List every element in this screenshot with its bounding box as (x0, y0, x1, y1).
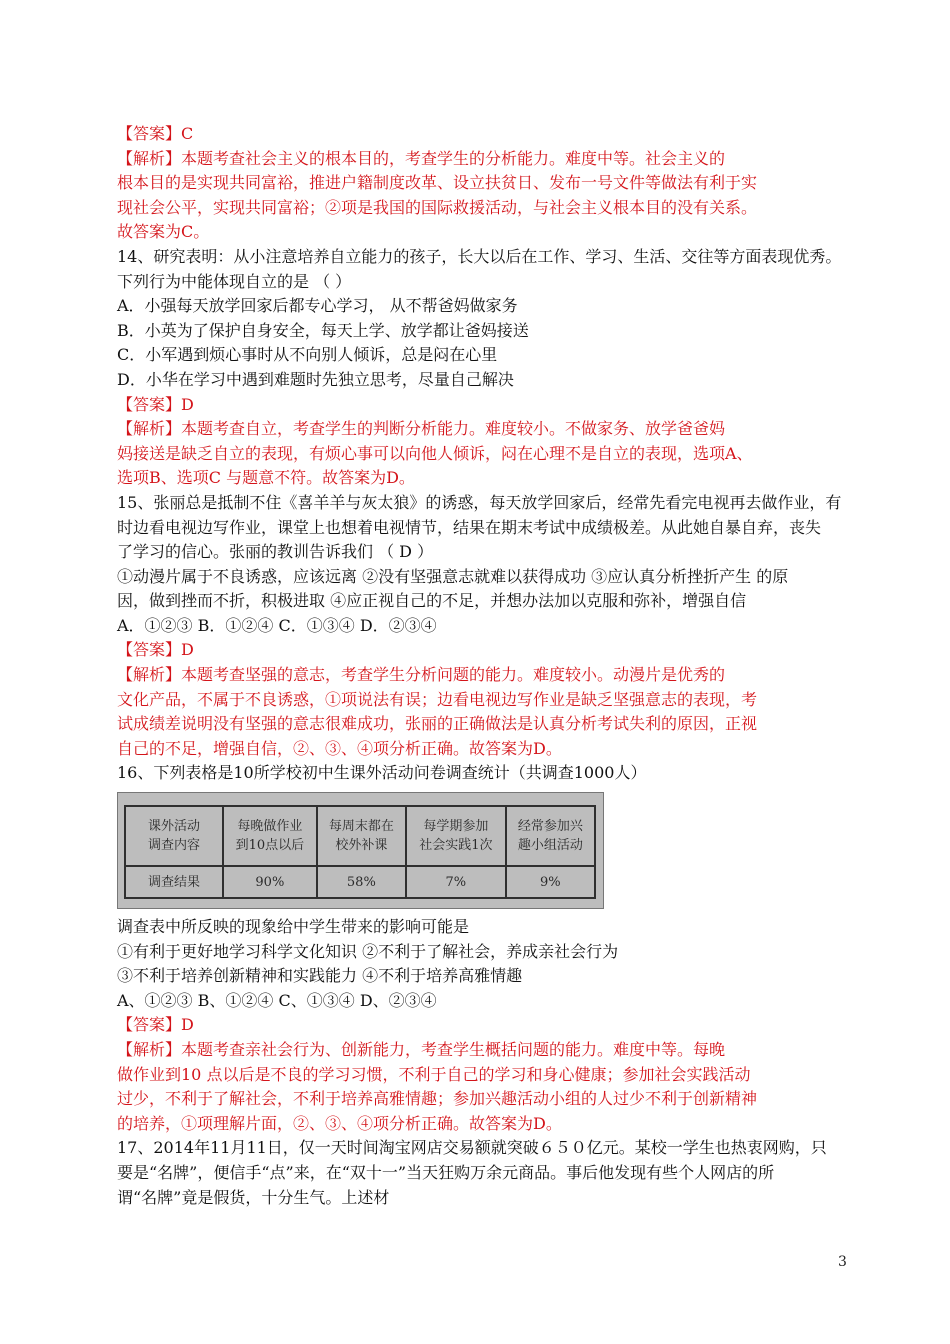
q15-options: A．①②③ B．①②④ C．①③④ D．②③④ (117, 615, 437, 635)
q14-stem-line: 下列行为中能体现自立的是 （ ） (117, 271, 352, 291)
q15-stem-line: 时边看电视边写作业，课堂上也想着电视情节，结果在期末考试中成绩极差。从此她自暴自弃，丧失 (117, 517, 822, 537)
q16-question-line: 调查表中所反映的现象给中学生带来的影响可能是 (117, 917, 470, 937)
q13-analysis-line: 根本目的是实现共同富裕，推进户籍制度改革、设立扶贫日、发布一号文件等做法有利于实 (117, 173, 758, 193)
q14-option-a: A．小强每天放学回家后都专心学习， 从不帮爸妈做家务 (117, 296, 518, 316)
q14-analysis-line: 选项B、选项C 与题意不符。故答案为D。 (117, 468, 415, 488)
q14-option-b: B．小英为了保护自身安全，每天上学、放学都让爸妈接送 (117, 320, 529, 340)
survey-result: 58% (317, 866, 406, 898)
page-content (117, 122, 857, 1210)
q17-stem-line: 谓“名牌”竟是假货，十分生气。上述材 (117, 1187, 390, 1207)
q16-options: A、①②③ B、①②④ C、①③④ D、②③④ (117, 990, 437, 1010)
q15-stem-line: 15、张丽总是抵制不住《喜羊羊与灰太狼》的诱惑，每天放学回家后，经常先看完电视再去做作业，有 (117, 492, 842, 512)
q15-stem-line: 了学习的信心。张丽的教训告诉我们 （ D ） (117, 542, 434, 562)
q14-analysis-line: 妈接送是缺乏自立的表现，有烦心事可以向他人倾诉，闷在心理不是自立的表现，选项A、 (117, 443, 753, 463)
q15-analysis-line: 试成绩差说明没有坚强的意志很难成功，张丽的正确做法是认真分析考试失利的原因，正视 (117, 714, 758, 734)
survey-col-practice: 每学期参加 社会实践1次 (406, 806, 506, 866)
q13-analysis-line: 【解析】本题考查社会主义的根本目的，考查学生的分析能力。难度中等。社会主义的 (117, 148, 726, 168)
q16-analysis-line: 的培养，①项理解片面，②、③、④项分析正确。故答案为D。 (117, 1113, 562, 1133)
q15-stem-line: ①动漫片属于不良诱惑，应该远离 ②没有坚强意志就难以获得成功 ③应认真分析挫折产生 的原 (117, 566, 789, 586)
survey-col-interest-group: 经常参加兴 趣小组活动 (506, 806, 595, 866)
survey-col-tutoring: 每周末都在 校外补课 (317, 806, 406, 866)
q13-answer: 【答案】C (117, 124, 194, 143)
q17-stem-line: 要是“名牌”，便信手“点”来，在“双十一”当天狂购万余元商品。事后他发现有些个人网店的所 (117, 1162, 775, 1182)
survey-table (124, 805, 596, 899)
q16-stem: 16、下列表格是10所学校初中生课外活动问卷调查统计（共调查1000人） (117, 763, 647, 783)
page-number: 3 (838, 1254, 847, 1270)
q14-option-c: C．小军遇到烦心事时从不向别人倾诉，总是闷在心里 (117, 345, 498, 365)
survey-result: 90% (223, 866, 317, 898)
q16-analysis-line: 做作业到10 点以后是不良的学习习惯，不利于自己的学习和身心健康；参加社会实践活动 (117, 1064, 751, 1084)
q15-answer: 【答案】D (117, 640, 194, 660)
q13-analysis-line: 故答案为C。 (117, 222, 210, 242)
q15-stem-line: 因，做到挫而不折，积极进取 ④应正视自己的不足，并想办法加以克服和弥补，增强自信 (117, 591, 747, 611)
survey-result: 7% (406, 866, 506, 898)
q15-analysis-line: 自己的不足，增强自信，②、③、④项分析正确。故答案为D。 (117, 738, 562, 758)
survey-table-image (117, 792, 604, 909)
q14-answer: 【答案】D (117, 394, 194, 414)
q13-analysis-line: 现社会公平，实现共同富裕；②项是我国的国际救援活动，与社会主义根本目的没有关系。 (117, 197, 758, 217)
survey-header-cell: 课外活动 调查内容 (125, 806, 223, 866)
q16-question-line: ③不利于培养创新精神和实践能力 ④不利于培养高雅情趣 (117, 966, 523, 986)
q16-question-line: ①有利于更好地学习科学文化知识 ②不利于了解社会，养成亲社会行为 (117, 941, 619, 961)
survey-col-homework: 每晚做作业 到10点以后 (223, 806, 317, 866)
q16-analysis-line: 过少，不利于了解社会，不利于培养高雅情趣；参加兴趣活动小组的人过少不利于创新精神 (117, 1089, 758, 1109)
q16-analysis-line: 【解析】本题考查亲社会行为、创新能力，考查学生概括问题的能力。难度中等。每晚 (117, 1040, 726, 1059)
q14-option-d: D．小华在学习中遇到难题时先独立思考，尽量自己解决 (117, 369, 514, 389)
q14-stem-line: 14、研究表明：从小注意培养自立能力的孩子，长大以后在工作、学习、生活、交往等方面表现优秀。 (117, 246, 842, 266)
q16-answer: 【答案】D (117, 1015, 194, 1035)
q15-analysis-line: 文化产品，不属于不良诱惑，①项说法有误；边看电视边写作业是缺乏坚强意志的表现，考 (117, 689, 758, 709)
q17-stem-line: 17、2014年11月11日，仅一天时间淘宝网店交易额就突破６５０亿元。某校一学生也热衷网购，只 (117, 1138, 827, 1158)
q14-analysis-line: 【解析】本题考查自立，考查学生的判断分析能力。难度较小。不做家务、放学爸爸妈 (117, 419, 726, 439)
q15-analysis-line: 【解析】本题考查坚强的意志，考查学生分析问题的能力。难度较小。动漫片是优秀的 (117, 665, 726, 685)
survey-row-label: 调查结果 (125, 866, 223, 898)
survey-result: 9% (506, 866, 595, 898)
